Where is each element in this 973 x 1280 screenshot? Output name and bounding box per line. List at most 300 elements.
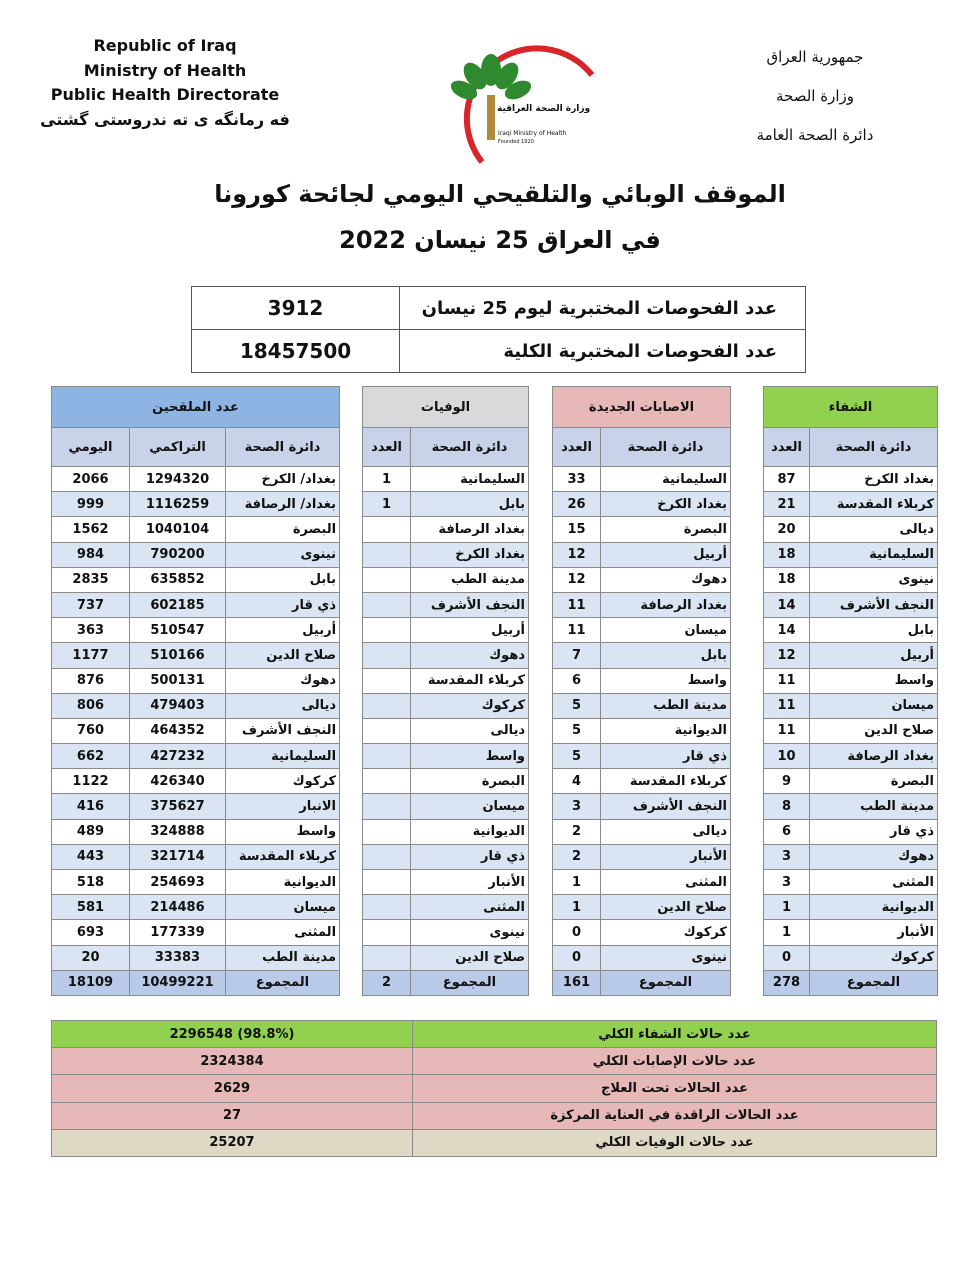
dept-cell: البصرة [226, 517, 340, 542]
deaths-total-value: 2 [363, 970, 411, 995]
cases-title: الاصابات الجديدة [553, 387, 731, 428]
page-title: الموقف الوبائي والتلقيحي اليومي لجائحة كورونا [214, 180, 786, 208]
cases-table [552, 386, 731, 996]
daily-cell: 1562 [52, 517, 130, 542]
recovery-table [763, 386, 938, 996]
table-row [764, 467, 938, 492]
cumulative-cell: 426340 [130, 769, 226, 794]
summary-value: 2296548 (98.8%) [52, 1021, 413, 1048]
count-cell: 11 [764, 718, 810, 743]
dept-cell: ديالى [226, 693, 340, 718]
recovery-header-row [764, 428, 938, 467]
count-cell: 1 [553, 870, 601, 895]
deaths-title: الوفيات [363, 387, 529, 428]
count-cell: 20 [764, 517, 810, 542]
count-cell [363, 517, 411, 542]
table-row [553, 945, 731, 970]
col-dept: دائرة الصحة [226, 428, 340, 467]
dept-cell: المثنى [226, 920, 340, 945]
cumulative-cell: 254693 [130, 870, 226, 895]
daily-cell: 518 [52, 870, 130, 895]
cumulative-cell: 790200 [130, 542, 226, 567]
count-cell: 12 [553, 542, 601, 567]
table-row [553, 794, 731, 819]
cumulative-cell: 510547 [130, 618, 226, 643]
dept-cell: البصرة [601, 517, 731, 542]
dept-cell: بغداد الرصافة [810, 744, 938, 769]
dept-cell: أربيل [810, 643, 938, 668]
table-row [363, 769, 529, 794]
dept-cell: بابل [810, 618, 938, 643]
vaccinated-header-row [52, 428, 340, 467]
deaths-total-row [363, 970, 529, 995]
dept-cell: بغداد الكرخ [411, 542, 529, 567]
dept-cell: ذي قار [810, 819, 938, 844]
table-row [52, 618, 340, 643]
dept-cell: البصرة [810, 769, 938, 794]
cumulative-cell: 375627 [130, 794, 226, 819]
table-row [363, 693, 529, 718]
count-cell: 0 [553, 920, 601, 945]
lab-tests-total-row [192, 330, 806, 373]
lab-tests-total-label: عدد الفحوصات المختبرية الكلية [400, 330, 806, 373]
dept-cell: الانبار [226, 794, 340, 819]
count-cell: 9 [764, 769, 810, 794]
col-cumulative: التراكمي [130, 428, 226, 467]
table-row [363, 844, 529, 869]
dept-cell: دهوك [601, 567, 731, 592]
count-cell [363, 945, 411, 970]
count-cell [363, 693, 411, 718]
count-cell: 1 [764, 920, 810, 945]
dept-cell: واسط [226, 819, 340, 844]
dept-cell: نينوى [810, 567, 938, 592]
table-row [764, 567, 938, 592]
summary-table [51, 1020, 937, 1157]
count-cell [363, 769, 411, 794]
table-row [363, 668, 529, 693]
count-cell: 2 [553, 819, 601, 844]
cumulative-cell: 500131 [130, 668, 226, 693]
dept-cell: مدينة الطب [601, 693, 731, 718]
count-cell [363, 618, 411, 643]
cumulative-cell: 214486 [130, 895, 226, 920]
dept-cell: دهوك [226, 668, 340, 693]
table-row [764, 895, 938, 920]
table-row [52, 693, 340, 718]
summary-row [52, 1021, 937, 1048]
summary-value: 25207 [52, 1129, 413, 1156]
count-cell [363, 819, 411, 844]
dept-cell: مدينة الطب [810, 794, 938, 819]
dept-cell: بابل [411, 492, 529, 517]
count-cell: 1 [363, 492, 411, 517]
table-row [764, 618, 938, 643]
recovery-title: الشفاء [764, 387, 938, 428]
count-cell: 5 [553, 744, 601, 769]
dept-cell: كربلاء المقدسة [601, 769, 731, 794]
table-row [363, 467, 529, 492]
dept-cell: صلاح الدين [810, 718, 938, 743]
count-cell: 21 [764, 492, 810, 517]
table-row [363, 895, 529, 920]
count-cell: 4 [553, 769, 601, 794]
count-cell: 7 [553, 643, 601, 668]
table-row [553, 492, 731, 517]
table-row [363, 794, 529, 819]
table-row [764, 744, 938, 769]
table-row [553, 567, 731, 592]
cumulative-cell: 510166 [130, 643, 226, 668]
cumulative-cell: 177339 [130, 920, 226, 945]
dept-cell: ميسان [226, 895, 340, 920]
count-cell: 5 [553, 718, 601, 743]
table-row [764, 693, 938, 718]
col-dept: دائرة الصحة [810, 428, 938, 467]
table-row [764, 920, 938, 945]
dept-cell: ذي قار [601, 744, 731, 769]
table-row [52, 668, 340, 693]
count-cell [363, 744, 411, 769]
logo-text: وزارة الصحة العراقية [497, 104, 591, 114]
dept-cell: كربلاء المقدسة [226, 844, 340, 869]
dept-cell: الأنبار [601, 844, 731, 869]
lab-tests-daily-row [192, 287, 806, 330]
vaccinated-total-label: المجموع [226, 970, 340, 995]
dept-cell: ذي قار [411, 844, 529, 869]
count-cell: 2 [553, 844, 601, 869]
vaccinated-title: عدد الملقحين [52, 387, 340, 428]
summary-label: عدد الحالات الراقدة في العناية المركزة [413, 1102, 937, 1129]
table-row [363, 542, 529, 567]
cumulative-cell: 321714 [130, 844, 226, 869]
count-cell: 3 [764, 870, 810, 895]
lab-tests-table [191, 286, 806, 373]
deaths-table [362, 386, 529, 996]
page-subtitle: في العراق 25 نيسان 2022 [339, 226, 661, 254]
dept-cell: السليمانية [601, 467, 731, 492]
table-row [52, 467, 340, 492]
table-row [764, 592, 938, 617]
table-row [52, 517, 340, 542]
daily-cell: 416 [52, 794, 130, 819]
count-cell: 1 [363, 467, 411, 492]
dept-cell: الديوانية [601, 718, 731, 743]
dept-cell: بغداد الكرخ [601, 492, 731, 517]
table-row [553, 643, 731, 668]
table-row [363, 492, 529, 517]
logo-palm-trunk [487, 95, 495, 140]
vaccinated-table-group [51, 386, 339, 994]
table-row [52, 895, 340, 920]
table-row [363, 744, 529, 769]
table-row [764, 945, 938, 970]
cumulative-cell: 33383 [130, 945, 226, 970]
count-cell: 5 [553, 693, 601, 718]
daily-cell: 806 [52, 693, 130, 718]
dept-cell: النجف الأشرف [226, 718, 340, 743]
dept-cell: واسط [810, 668, 938, 693]
dept-cell: مدينة الطب [411, 567, 529, 592]
dept-cell: كركوك [810, 945, 938, 970]
dept-cell: الديوانية [810, 895, 938, 920]
cases-total-label: المجموع [601, 970, 731, 995]
count-cell: 8 [764, 794, 810, 819]
daily-cell: 2835 [52, 567, 130, 592]
dept-cell: ميسان [411, 794, 529, 819]
count-cell: 15 [553, 517, 601, 542]
count-cell [363, 844, 411, 869]
cumulative-cell: 1040104 [130, 517, 226, 542]
daily-cell: 20 [52, 945, 130, 970]
summary-row [52, 1048, 937, 1075]
dept-cell: بغداد/ الكرخ [226, 467, 340, 492]
dept-cell: السليمانية [411, 467, 529, 492]
table-row [52, 492, 340, 517]
dept-cell: السليمانية [810, 542, 938, 567]
count-cell: 33 [553, 467, 601, 492]
count-cell: 11 [764, 668, 810, 693]
daily-cell: 363 [52, 618, 130, 643]
count-cell: 11 [764, 693, 810, 718]
table-row [363, 592, 529, 617]
dept-cell: صلاح الدين [226, 643, 340, 668]
dept-cell: المثنى [411, 895, 529, 920]
dept-cell: كركوك [226, 769, 340, 794]
header-arabic-block [735, 38, 895, 155]
dept-cell: بغداد الرصافة [601, 592, 731, 617]
cumulative-cell: 602185 [130, 592, 226, 617]
dept-cell: المثنى [601, 870, 731, 895]
vaccinated-title-row [52, 387, 340, 428]
count-cell: 11 [553, 618, 601, 643]
table-row [52, 819, 340, 844]
count-cell [363, 870, 411, 895]
summary-row [52, 1129, 937, 1156]
count-cell [363, 592, 411, 617]
deaths-table-group [362, 386, 528, 994]
cumulative-cell: 464352 [130, 718, 226, 743]
daily-cell: 693 [52, 920, 130, 945]
col-dept: دائرة الصحة [411, 428, 529, 467]
cases-title-row [553, 387, 731, 428]
table-row [52, 592, 340, 617]
lab-tests-daily-value: 3912 [192, 287, 400, 330]
table-row [363, 618, 529, 643]
daily-cell: 999 [52, 492, 130, 517]
vaccinated-table [51, 386, 340, 996]
dept-cell: أربيل [601, 542, 731, 567]
summary-row [52, 1075, 937, 1102]
dept-cell: أربيل [411, 618, 529, 643]
header-en-line: Public Health Directorate [50, 85, 280, 104]
table-row [52, 844, 340, 869]
count-cell: 14 [764, 592, 810, 617]
daily-cell: 662 [52, 744, 130, 769]
dept-cell: دهوك [810, 844, 938, 869]
cumulative-cell: 635852 [130, 567, 226, 592]
deaths-header-row [363, 428, 529, 467]
recovery-table-group [763, 386, 937, 994]
dept-cell: مدينة الطب [226, 945, 340, 970]
table-row [553, 844, 731, 869]
count-cell: 26 [553, 492, 601, 517]
dept-cell: ديالى [411, 718, 529, 743]
table-row [553, 744, 731, 769]
dept-cell: ميسان [601, 618, 731, 643]
col-daily: اليومي [52, 428, 130, 467]
lab-tests-total-value: 18457500 [192, 330, 400, 373]
header-ar-line: دائرة الصحة العامة [756, 126, 874, 144]
dept-cell: صلاح الدين [601, 895, 731, 920]
count-cell: 87 [764, 467, 810, 492]
col-count: العدد [553, 428, 601, 467]
table-row [363, 920, 529, 945]
dept-cell: كربلاء المقدسة [810, 492, 938, 517]
dept-cell: المثنى [810, 870, 938, 895]
logo-subtext: Iraqi Ministry of Health [498, 130, 567, 137]
dept-cell: بغداد/ الرصافة [226, 492, 340, 517]
dept-cell: الديوانية [411, 819, 529, 844]
table-row [553, 693, 731, 718]
table-row [52, 744, 340, 769]
dept-cell: بابل [226, 567, 340, 592]
daily-cell: 876 [52, 668, 130, 693]
count-cell: 3 [764, 844, 810, 869]
table-row [363, 870, 529, 895]
daily-cell: 984 [52, 542, 130, 567]
table-row [553, 718, 731, 743]
table-row [553, 592, 731, 617]
table-row [764, 668, 938, 693]
table-row [764, 794, 938, 819]
table-row [553, 467, 731, 492]
count-cell [363, 718, 411, 743]
count-cell [363, 895, 411, 920]
dept-cell: دهوك [411, 643, 529, 668]
header-en-line: Republic of Iraq [93, 36, 237, 55]
cases-total-row [553, 970, 731, 995]
header-english-block [40, 34, 290, 132]
recovery-total-label: المجموع [810, 970, 938, 995]
dept-cell: أربيل [226, 618, 340, 643]
cumulative-cell: 1116259 [130, 492, 226, 517]
count-cell: 1 [764, 895, 810, 920]
cases-table-group [552, 386, 730, 994]
summary-label: عدد حالات الشفاء الكلي [413, 1021, 937, 1048]
table-row [553, 769, 731, 794]
daily-cell: 1122 [52, 769, 130, 794]
deaths-title-row [363, 387, 529, 428]
recovery-total-value: 278 [764, 970, 810, 995]
table-row [553, 542, 731, 567]
count-cell: 18 [764, 542, 810, 567]
table-row [764, 643, 938, 668]
table-row [52, 643, 340, 668]
table-row [553, 870, 731, 895]
recovery-total-row [764, 970, 938, 995]
count-cell [363, 920, 411, 945]
table-row [52, 769, 340, 794]
recovery-title-row [764, 387, 938, 428]
dept-cell: السليمانية [226, 744, 340, 769]
dept-cell: كركوك [601, 920, 731, 945]
count-cell [363, 567, 411, 592]
daily-cell: 443 [52, 844, 130, 869]
table-row [52, 567, 340, 592]
logo-founded: Founded 1920 [498, 139, 534, 145]
daily-cell: 2066 [52, 467, 130, 492]
table-row [363, 567, 529, 592]
dept-cell: واسط [411, 744, 529, 769]
table-row [553, 920, 731, 945]
summary-value: 2629 [52, 1075, 413, 1102]
table-row [52, 542, 340, 567]
dept-cell: ديالى [810, 517, 938, 542]
summary-label: عدد الحالات تحت العلاج [413, 1075, 937, 1102]
dept-cell: ميسان [810, 693, 938, 718]
count-cell: 18 [764, 567, 810, 592]
count-cell: 0 [553, 945, 601, 970]
table-row [553, 517, 731, 542]
dept-cell: ديالى [601, 819, 731, 844]
header-ar-line: وزارة الصحة [776, 87, 854, 105]
dept-cell: البصرة [411, 769, 529, 794]
col-dept: دائرة الصحة [601, 428, 731, 467]
cumulative-cell: 427232 [130, 744, 226, 769]
daily-cell: 737 [52, 592, 130, 617]
table-row [52, 945, 340, 970]
count-cell [363, 542, 411, 567]
summary-label: عدد حالات الوفيات الكلي [413, 1129, 937, 1156]
table-row [363, 718, 529, 743]
table-row [363, 517, 529, 542]
daily-cell: 760 [52, 718, 130, 743]
dept-cell: بغداد الكرخ [810, 467, 938, 492]
count-cell: 1 [553, 895, 601, 920]
count-cell: 12 [553, 567, 601, 592]
daily-cell: 489 [52, 819, 130, 844]
count-cell: 11 [553, 592, 601, 617]
summary-value: 27 [52, 1102, 413, 1129]
count-cell [363, 668, 411, 693]
cumulative-cell: 1294320 [130, 467, 226, 492]
count-cell: 6 [764, 819, 810, 844]
table-row [553, 618, 731, 643]
dept-cell: كركوك [411, 693, 529, 718]
lab-tests-daily-label: عدد الفحوصات المختبرية ليوم 25 نيسان [400, 287, 806, 330]
deaths-total-label: المجموع [411, 970, 529, 995]
dept-cell: واسط [601, 668, 731, 693]
col-count: العدد [764, 428, 810, 467]
count-cell: 14 [764, 618, 810, 643]
vaccinated-total-row [52, 970, 340, 995]
table-row [52, 794, 340, 819]
table-row [764, 492, 938, 517]
dept-cell: النجف الأشرف [411, 592, 529, 617]
dept-cell: الديوانية [226, 870, 340, 895]
vaccinated-total-daily: 18109 [52, 970, 130, 995]
cumulative-cell: 479403 [130, 693, 226, 718]
header-en-line: Ministry of Health [83, 60, 247, 80]
cumulative-cell: 324888 [130, 819, 226, 844]
summary-row [52, 1102, 937, 1129]
daily-cell: 1177 [52, 643, 130, 668]
header-ar-line: جمهورية العراق [766, 48, 864, 66]
dept-cell: نينوى [601, 945, 731, 970]
vaccinated-total-cumulative: 10499221 [130, 970, 226, 995]
header-kurdish-line: فه رمانگه ی ته ندروستی گشتی [40, 109, 290, 129]
